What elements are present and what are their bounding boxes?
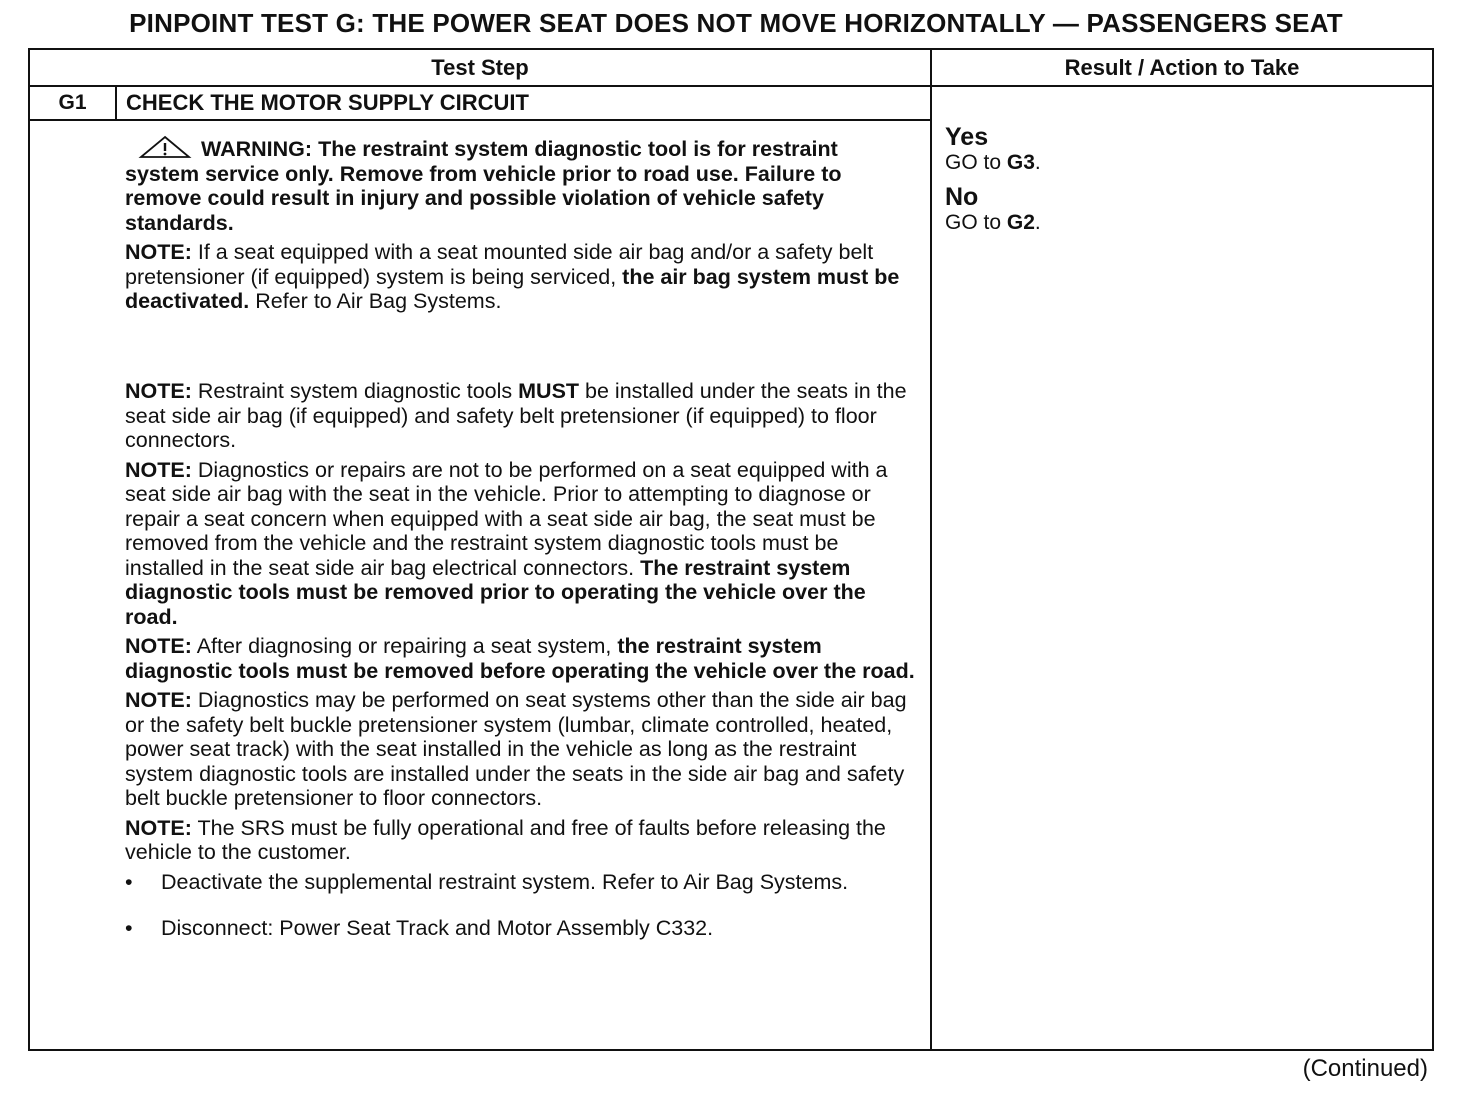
note-1-bold: the air bag system must be deactivated. — [125, 264, 900, 313]
note-6-text: The SRS must be fully operational and free of faults before releasing the vehicle to the customer. — [125, 815, 886, 864]
note-3-text: Diagnostics or repairs are not to be performed on a seat equipped with a seat side air bag with the seat in the vehicle. Prior to attempting to diagnose or repair a seat concern when equipped with a seat side air bag, the seat must be removed from the vehicle and the restraint system diagnostic tools must be installed in the seat side air bag electrical connectors. — [125, 457, 888, 580]
bullet-item-2 — [125, 916, 915, 941]
step-id-divider — [115, 85, 117, 121]
warning-label: WARNING: — [201, 137, 313, 161]
warning-text: The restraint system diagnostic tool is for restraint system service only. Remove from vehicle prior to road use. Failure to remove could result in injury and possible violation of vehicle safety standards. — [125, 137, 842, 235]
note-label: NOTE: — [125, 457, 192, 482]
header-test-step: Test Step — [431, 55, 529, 80]
result-no — [945, 184, 1425, 235]
step-body — [125, 135, 915, 319]
no-label: No — [945, 183, 979, 211]
bullet-2-text: Disconnect: Power Seat Track and Motor Assembly C332. — [161, 916, 714, 940]
note-3 — [125, 458, 915, 630]
note-4 — [125, 634, 915, 683]
note-5-text: Diagnostics may be performed on seat systems other than the side air bag or the safety belt buckle pretensioner system (lumbar, climate controlled, heated, power seat track) with the seat installed in the vehicle as long as the restraint system diagnostic tools are installed under the seats in the side air bag and safety belt buckle pretensioner to floor connectors. — [125, 688, 907, 810]
note-6 — [125, 816, 915, 865]
note-4-text: After diagnosing or repairing a seat system, — [196, 634, 612, 658]
warning-paragraph — [125, 135, 915, 235]
note-label: NOTE: — [125, 379, 192, 403]
note-label: NOTE: — [125, 634, 192, 658]
bullet-dot: • — [125, 869, 133, 894]
page-title: PINPOINT TEST G: THE POWER SEAT DOES NOT MOVE HORIZONTALLY — PASSENGERS SEAT — [129, 8, 1343, 38]
note-2-must: MUST — [518, 379, 580, 403]
result-yes — [945, 124, 1425, 175]
warning-triangle-icon — [137, 135, 193, 159]
note-1-tail: Refer to Air Bag Systems. — [255, 289, 502, 313]
bullet-1-text: Deactivate the supplemental restraint system. Refer to Air Bag Systems. — [161, 869, 849, 894]
note-1-text: If a seat equipped with a seat mounted side air bag and/or a safety belt pretensioner (if equipped) system is being serviced, — [125, 240, 874, 289]
yes-label: Yes — [945, 123, 989, 151]
step-title-divider — [28, 119, 932, 121]
table-border-bottom — [28, 1049, 1434, 1051]
note-2 — [125, 379, 915, 453]
bullet-item-1 — [125, 870, 915, 895]
note-label: NOTE: — [125, 688, 192, 712]
header-result: Result / Action to Take — [1064, 55, 1300, 80]
note-2-b: be installed under the seats in the seat side air bag (if equipped) and safety belt pretensioner (if equipped) to floor connectors. — [125, 379, 907, 452]
continued-label: (Continued) — [1302, 1055, 1428, 1082]
note-2-a: Restraint system diagnostic tools — [197, 379, 513, 403]
note-label: NOTE: — [125, 240, 192, 264]
step-title: CHECK THE MOTOR SUPPLY CIRCUIT — [126, 90, 529, 115]
table-border-left — [28, 48, 30, 1051]
note-1 — [125, 240, 915, 314]
note-4-bold: the restraint system diagnostic tools must be removed before operating the vehicle over the road. — [125, 634, 915, 683]
no-action: GO to G2. — [945, 211, 1041, 234]
table-border-right — [1432, 48, 1434, 1051]
note-5 — [125, 688, 915, 811]
bullet-dot: • — [125, 916, 133, 940]
note-3-bold: The restraint system diagnostic tools must be removed prior to operating the vehicle over the road. — [125, 555, 866, 629]
yes-action: GO to G3. — [945, 151, 1041, 174]
step-body-notes — [125, 379, 915, 941]
header-divider — [28, 85, 1434, 87]
note-label: NOTE: — [125, 815, 192, 840]
table-border-top — [28, 48, 1434, 50]
step-id: G1 — [58, 91, 87, 114]
column-divider — [930, 48, 932, 1051]
